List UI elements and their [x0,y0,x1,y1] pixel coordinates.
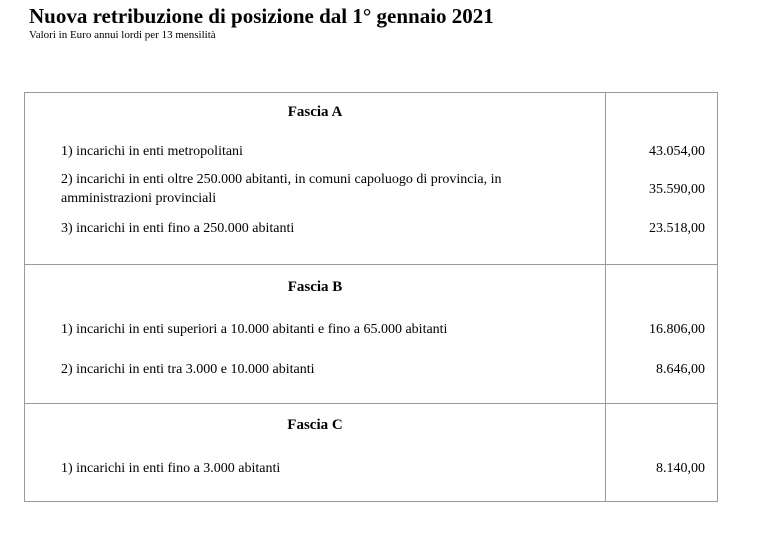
row-value: 16.806,00 [649,322,705,337]
row-value: 43.054,00 [649,144,705,159]
row-label: 3) incarichi in enti fino a 250.000 abitanti [61,221,295,236]
section-title: Fascia C [287,417,343,433]
salary-table [24,92,718,502]
row-value: 8.646,00 [656,362,705,377]
section-fascia-a [25,93,717,264]
section-title: Fascia B [287,279,343,295]
row-label: 1) incarichi in enti fino a 3.000 abitanti [61,461,281,476]
section-title: Fascia A [287,104,343,120]
page-title: Nuova retribuzione di posizione dal 1° gennaio 2021 [29,4,494,28]
section-fascia-b [25,264,717,404]
row-value: 23.518,00 [649,221,705,236]
section-fascia-c [25,403,717,502]
row-label: 2) incarichi in enti oltre 250.000 abitanti, in comuni capoluogo di provincia, in amministrazioni provinciali [61,172,502,206]
row-label: 2) incarichi in enti tra 3.000 e 10.000 abitanti [61,362,315,377]
row-label: 1) incarichi in enti metropolitani [61,144,243,159]
row-value: 35.590,00 [649,182,705,197]
column-divider [605,404,606,502]
page-subtitle: Valori in Euro annui lordi per 13 mensilità [29,29,216,41]
row-label: 1) incarichi in enti superiori a 10.000 abitanti e fino a 65.000 abitanti [61,322,448,337]
column-divider [605,93,606,264]
row-value: 8.140,00 [656,461,705,476]
